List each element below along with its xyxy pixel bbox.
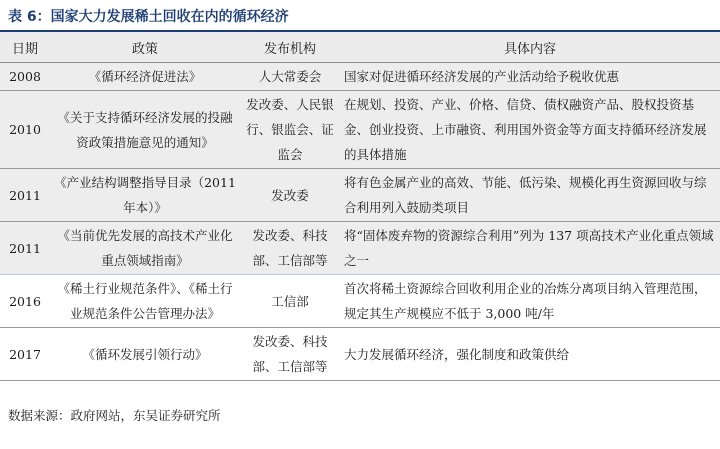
table-row	[0, 328, 720, 381]
header-org: 发布机构	[240, 32, 340, 63]
header-content: 具体内容	[340, 32, 720, 63]
table-row	[0, 91, 720, 169]
cell-date: 2011	[0, 169, 50, 222]
header-policy: 政策	[50, 32, 240, 63]
cell-date: 2017	[0, 328, 50, 381]
cell-policy: 《循环发展引领行动》	[50, 328, 240, 381]
table-row	[0, 222, 720, 275]
policy-table	[0, 32, 720, 381]
table-row	[0, 275, 720, 328]
cell-content: 大力发展循环经济，强化制度和政策供给	[340, 328, 720, 381]
cell-org: 发改委、科技部、工信部等	[240, 328, 340, 381]
table-row	[0, 169, 720, 222]
cell-date: 2011	[0, 222, 50, 275]
cell-content: 将有色金属产业的高效、节能、低污染、规模化再生资源回收与综合利用列入鼓励类项目	[340, 169, 720, 222]
cell-org: 发改委	[240, 169, 340, 222]
source-note: 数据来源：政府网站，东吴证券研究所	[8, 408, 221, 423]
cell-policy: 《关于支持循环经济发展的投融资政策措施意见的通知》	[50, 91, 240, 169]
cell-policy: 《稀土行业规范条件》、《稀土行业规范条件公告管理办法》	[50, 275, 240, 328]
cell-content: 首次将稀土资源综合回收利用企业的冶炼分离项目纳入管理范围，规定其生产规模应不低于 3,000 吨/年	[340, 275, 720, 328]
cell-content: 国家对促进循环经济发展的产业活动给予税收优惠	[340, 63, 720, 91]
cell-org: 工信部	[240, 275, 340, 328]
cell-date: 2010	[0, 91, 50, 169]
header-row	[0, 32, 720, 63]
cell-policy: 《当前优先发展的高技术产业化重点领域指南》	[50, 222, 240, 275]
cell-org: 人大常委会	[240, 63, 340, 91]
cell-policy: 《产业结构调整指导目录（2011 年本）》	[50, 169, 240, 222]
table-title: 表 6：国家大力发展稀土回收在内的循环经济	[8, 9, 289, 25]
cell-content: 将“固体废弃物的资源综合利用”列为 137 项高技术产业化重点领域之一	[340, 222, 720, 275]
cell-org: 发改委、科技部、工信部等	[240, 222, 340, 275]
cell-content: 在规划、投资、产业、价格、信贷、债权融资产品、股权投资基金、创业投资、上市融资、利用国外资金等方面支持循环经济发展的具体措施	[340, 91, 720, 169]
cell-date: 2008	[0, 63, 50, 91]
cell-date: 2016	[0, 275, 50, 328]
cell-org: 发改委、人民银行、银监会、证监会	[240, 91, 340, 169]
header-date: 日期	[0, 32, 50, 63]
cell-policy: 《循环经济促进法》	[50, 63, 240, 91]
table-row	[0, 63, 720, 91]
